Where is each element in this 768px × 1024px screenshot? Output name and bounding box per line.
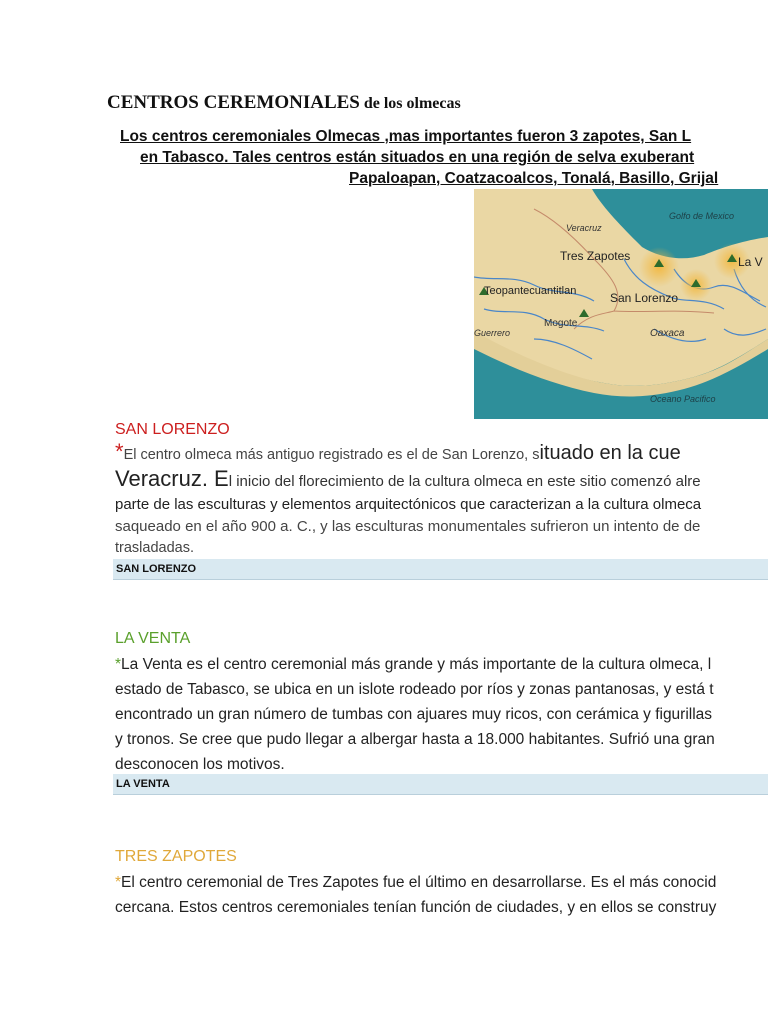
la-venta-line: encontrado un gran número de tumbas con ajuares muy ricos, con cerámica y figurillas [115, 706, 713, 723]
la-venta-line: desconocen los motivos. [115, 756, 285, 773]
san-lorenzo-line3: parte de las esculturas y elementos arquitectónicos que caracterizan a la cultura olmeca [115, 496, 702, 513]
la-venta-line: La Venta es el centro ceremonial más grande y más importante de la cultura olmeca, l [121, 656, 712, 673]
san-lorenzo-line2-big: Veracruz. E [115, 466, 229, 491]
intro-line: Los centros ceremoniales Olmecas ,mas importantes fueron 3 zapotes, San L [120, 128, 692, 145]
san-lorenzo-line1-small: El centro olmeca más antiguo registrado es el de San Lorenzo, s [123, 447, 540, 463]
la-venta-paragraph [115, 652, 768, 777]
tres-zapotes-line: cercana. Estos centros ceremoniales tenían función de ciudades, y en ellos se construy [115, 899, 717, 916]
map-label-pacific: Oceano Pacifico [650, 394, 716, 404]
san-lorenzo-line5: trasladadas. [115, 540, 194, 556]
olmec-map-image [474, 189, 768, 419]
san-lorenzo-line1-big: ituado en la cue [539, 442, 681, 464]
map-graphic [474, 189, 768, 419]
map-label-gulf: Golfo de Mexico [669, 211, 735, 221]
map-label-mogote: Mogote [544, 318, 578, 329]
page-title-caps: CENTROS CEREMONIALES [107, 92, 360, 113]
map-label-la-venta: La V [738, 255, 763, 269]
caption-bar-san-lorenzo: SAN LORENZO [113, 559, 768, 580]
map-label-tres-zapotes: Tres Zapotes [560, 249, 631, 263]
tres-zapotes-line: El centro ceremonial de Tres Zapotes fue el último en desarrollarse. Es el más conocid [121, 874, 717, 891]
tres-zapotes-paragraph [115, 870, 768, 920]
map-label-oaxaca: Oaxaca [650, 328, 685, 339]
map-label-veracruz: Veracruz [566, 223, 602, 233]
san-lorenzo-line2-small: l inicio del florecimiento de la cultura olmeca en este sitio comenzó alre [228, 473, 701, 490]
intro-line: en Tabasco. Tales centros están situados en una región de selva exuberant [140, 149, 695, 166]
page-title [107, 92, 461, 114]
bullet-star: * [115, 874, 122, 891]
section-heading-san-lorenzo: SAN LORENZO [115, 421, 230, 438]
la-venta-line: y tronos. Se cree que pudo llegar a albergar hasta a 18.000 habitantes. Sufrió una gran [115, 731, 715, 748]
bullet-star: * [115, 656, 122, 673]
section-heading-tres-zapotes: TRES ZAPOTES [115, 848, 237, 865]
bullet-star: * [115, 440, 124, 464]
map-label-guerrero: Guerrero [474, 328, 511, 338]
map-label-teopantecuantitlan: Teopantecuantitlan [484, 285, 577, 297]
caption-bar-la-venta: LA VENTA [113, 774, 768, 795]
san-lorenzo-line4: saqueado en el año 900 a. C., y las esculturas monumentales sufrieron un intento de de [115, 518, 701, 535]
section-heading-la-venta: LA VENTA [115, 630, 191, 647]
la-venta-line: estado de Tabasco, se ubica en un islote rodeado por ríos y zonas pantanosas, y está t [115, 681, 714, 698]
intro-paragraph [108, 126, 768, 189]
san-lorenzo-paragraph [115, 440, 768, 558]
intro-line: Papaloapan, Coatzacoalcos, Tonalá, Basillo, Grijal [349, 170, 719, 187]
page-title-rest: de los olmecas [359, 95, 461, 112]
map-label-san-lorenzo: San Lorenzo [610, 291, 679, 305]
